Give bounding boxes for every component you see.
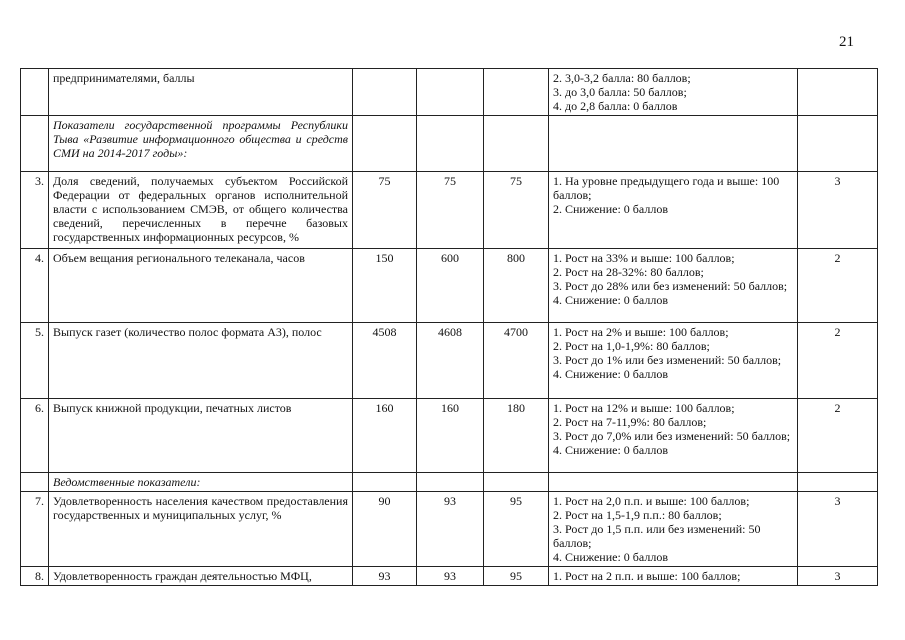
- indicator-name-cell: Ведомственные показатели:: [49, 473, 353, 492]
- table-row: [21, 567, 878, 586]
- indicator-name-cell: Удовлетворенность населения качеством предоставления государственных и муниципальных услуг, %: [49, 492, 353, 567]
- indicators-table: [20, 68, 878, 586]
- row-number-cell: [21, 69, 49, 116]
- criteria-item: 3. Рост до 1,5 п.п. или без изменений: 50 баллов;: [553, 522, 761, 550]
- value-cell-3: 95: [484, 492, 549, 567]
- table-body: [21, 69, 878, 586]
- indicator-name-cell: Доля сведений, получаемых субъектом Российской Федерации от федеральных органов исполнительной власти с использованием СМЭВ, от общего количества сведений, перечисленных в перечне базовых государственных информационных ресурсов, %: [49, 172, 353, 249]
- value-cell-2: 93: [417, 567, 484, 586]
- weight-cell: 3: [798, 172, 878, 249]
- weight-cell: [798, 473, 878, 492]
- table-row: [21, 492, 878, 567]
- value-cell-1: [353, 116, 417, 172]
- weight-cell: 3: [798, 492, 878, 567]
- criteria-item: 4. до 2,8 балла: 0 баллов: [553, 99, 678, 113]
- weight-cell: 2: [798, 249, 878, 323]
- indicator-name-cell: Выпуск книжной продукции, печатных листов: [49, 399, 353, 473]
- criteria-item: 3. Рост до 28% или без изменений: 50 баллов;: [553, 279, 788, 293]
- criteria-cell: [549, 473, 798, 492]
- row-number-cell: 7.: [21, 492, 49, 567]
- row-number-cell: [21, 116, 49, 172]
- row-number-cell: 3.: [21, 172, 49, 249]
- criteria-item: 1. Рост на 2,0 п.п. и выше: 100 баллов;: [553, 494, 750, 508]
- value-cell-3: [484, 116, 549, 172]
- criteria-item: 3. Рост до 1% или без изменений: 50 баллов;: [553, 353, 782, 367]
- indicator-name-cell: Удовлетворенность граждан деятельностью МФЦ,: [49, 567, 353, 586]
- table-row: [21, 399, 878, 473]
- criteria-item: 1. Рост на 12% и выше: 100 баллов;: [553, 401, 735, 415]
- row-number-cell: 6.: [21, 399, 49, 473]
- value-cell-2: [417, 69, 484, 116]
- value-cell-3: 75: [484, 172, 549, 249]
- criteria-item: 2. Рост на 1,0-1,9%: 80 баллов;: [553, 339, 710, 353]
- row-number-cell: 8.: [21, 567, 49, 586]
- criteria-cell: [549, 492, 798, 567]
- criteria-cell: [549, 323, 798, 399]
- criteria-item: 1. Рост на 33% и выше: 100 баллов;: [553, 251, 735, 265]
- value-cell-1: [353, 473, 417, 492]
- row-number-cell: 5.: [21, 323, 49, 399]
- criteria-item: 2. Рост на 28-32%: 80 баллов;: [553, 265, 704, 279]
- criteria-item: 4. Снижение: 0 баллов: [553, 443, 668, 457]
- value-cell-2: 93: [417, 492, 484, 567]
- criteria-cell: [549, 69, 798, 116]
- weight-cell: 3: [798, 567, 878, 586]
- value-cell-1: 4508: [353, 323, 417, 399]
- weight-cell: [798, 69, 878, 116]
- criteria-cell: [549, 567, 798, 586]
- table-row: [21, 249, 878, 323]
- page-number: 21: [839, 34, 854, 50]
- value-cell-1: 75: [353, 172, 417, 249]
- value-cell-1: 93: [353, 567, 417, 586]
- value-cell-1: 150: [353, 249, 417, 323]
- criteria-cell: [549, 172, 798, 249]
- indicator-name-cell: Объем вещания регионального телеканала, часов: [49, 249, 353, 323]
- criteria-item: 4. Снижение: 0 баллов: [553, 367, 668, 381]
- indicator-name-cell: Показатели государственной программы Республики Тыва «Развитие информационного общества и средств СМИ на 2014-2017 годы»:: [49, 116, 353, 172]
- value-cell-1: 160: [353, 399, 417, 473]
- criteria-item: 1. Рост на 2 п.п. и выше: 100 баллов;: [553, 569, 741, 583]
- criteria-item: 4. Снижение: 0 баллов: [553, 293, 668, 307]
- criteria-cell: [549, 249, 798, 323]
- criteria-item: 3. до 3,0 балла: 50 баллов;: [553, 85, 687, 99]
- table-row: [21, 116, 878, 172]
- criteria-item: 1. На уровне предыдущего года и выше: 100 баллов;: [553, 174, 780, 202]
- value-cell-2: 160: [417, 399, 484, 473]
- value-cell-2: [417, 473, 484, 492]
- value-cell-2: 75: [417, 172, 484, 249]
- value-cell-3: [484, 473, 549, 492]
- criteria-item: 2. Снижение: 0 баллов: [553, 202, 668, 216]
- criteria-item: 2. 3,0-3,2 балла: 80 баллов;: [553, 71, 691, 85]
- row-number-cell: [21, 473, 49, 492]
- value-cell-1: [353, 69, 417, 116]
- value-cell-2: 4608: [417, 323, 484, 399]
- weight-cell: [798, 116, 878, 172]
- value-cell-3: 180: [484, 399, 549, 473]
- table-row: [21, 323, 878, 399]
- value-cell-3: [484, 69, 549, 116]
- value-cell-3: 4700: [484, 323, 549, 399]
- table-row: [21, 473, 878, 492]
- row-number-cell: 4.: [21, 249, 49, 323]
- criteria-item: 4. Снижение: 0 баллов: [553, 550, 668, 564]
- criteria-item: 2. Рост на 7-11,9%: 80 баллов;: [553, 415, 707, 429]
- criteria-cell: [549, 399, 798, 473]
- table-row: [21, 172, 878, 249]
- value-cell-2: 600: [417, 249, 484, 323]
- value-cell-3: 95: [484, 567, 549, 586]
- criteria-item: 1. Рост на 2% и выше: 100 баллов;: [553, 325, 729, 339]
- value-cell-2: [417, 116, 484, 172]
- table-row: [21, 69, 878, 116]
- value-cell-1: 90: [353, 492, 417, 567]
- weight-cell: 2: [798, 399, 878, 473]
- criteria-item: 2. Рост на 1,5-1,9 п.п.: 80 баллов;: [553, 508, 722, 522]
- criteria-cell: [549, 116, 798, 172]
- value-cell-3: 800: [484, 249, 549, 323]
- indicator-name-cell: Выпуск газет (количество полос формата А3), полос: [49, 323, 353, 399]
- indicator-name-cell: предпринимателями, баллы: [49, 69, 353, 116]
- criteria-item: 3. Рост до 7,0% или без изменений: 50 баллов;: [553, 429, 791, 443]
- weight-cell: 2: [798, 323, 878, 399]
